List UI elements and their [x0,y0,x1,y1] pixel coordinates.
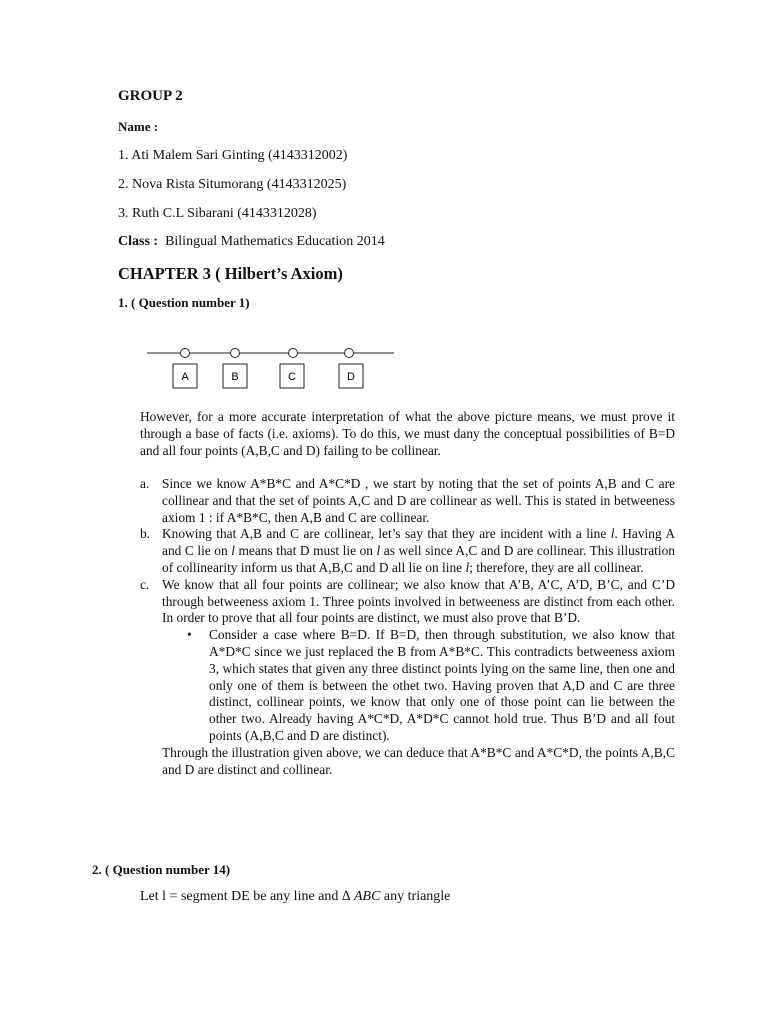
label-a: A [181,371,189,383]
list-item-text: ; therefore, they are all collinear. [469,559,644,575]
question-1-heading: 1. ( Question number 1) [118,295,250,310]
question-2-text [140,889,450,905]
label-c: C [288,371,296,383]
line-variable: l [610,526,615,542]
name-label: Name : [118,119,159,134]
q2-text: Let l = segment DE be any line and ∆ [140,889,354,904]
line-variable: l [231,543,235,559]
member-1: 1. Ati Malem Sari Ginting (4143312002) [118,148,348,163]
list-item-text: Since we know A*B*C and A*C*D , we start by noting that the set of points A,B and C are collinear and that the set of points A,C and D are collinear as well. This is stated in betweeness axiom 1 : if A*B*C, then A,B and C are collinear. [162,476,675,525]
point-a [181,349,190,358]
list-item-text: Knowing that A,B and C are collinear, let’s say that they are incident with a line [162,526,611,542]
bullet-item [187,627,675,745]
point-c [289,349,298,358]
list-item-text: . Having A and C lie on [162,526,675,559]
conclusion-paragraph: Through the illustration given above, we can deduce that A*B*C and A*C*D, the points A,B,C and D are distinct and collinear. [162,744,675,777]
list-item-c [140,577,675,627]
class-line [118,234,385,250]
question-2-heading: 2. ( Question number 14) [92,862,231,877]
point-d [345,349,354,358]
list-marker: c. [140,576,150,592]
collinear-points-diagram [140,340,400,395]
label-d: D [347,371,355,383]
bullet-text: Consider a case where B=D. If B=D, then through substitution, we also know that A*D*C since we just replaced the B from A*B*C. This contradicts betweeness axiom 3, which states that given any three distinct points lying on the same line, then one and only one of them is between the othet two. Having proven that A,D and C are three distinct, collinear points, we know that only one of those point can lie between the other two. Already having A*C*D, A*D*C cannot hold true. Thus B’D and all fout points (A,B,C and D are distinct). [209,627,675,743]
member-2: 2. Nova Rista Situmorang (4143312025) [118,177,347,192]
class-value: Bilingual Mathematics Education 2014 [165,234,385,249]
list-item-b [140,526,675,576]
line-variable: l [376,543,381,559]
list-item-text: as well since A,C and D are collinear. This illustration of collinearity inform us that A,B,C and D all lie on line [162,543,676,575]
intro-paragraph: However, for a more accurate interpretation of what the above picture means, we must prove it through a base of facts (i.e. axioms). To do this, we must dany the conceptual possibilities of B=D and all four points (A,B,C and D) failing to be collinear. [140,409,675,458]
label-b: B [231,371,239,383]
q2-text: any triangle [380,889,451,904]
chapter-title: CHAPTER 3 ( Hilbert’s Axiom) [118,264,343,283]
list-item-text: We know that all four points are collinear; we also know that A’B, A’C, A’D, B’C, and C’D through betweeness axiom 1. Three points involved in betweeness are distinct from each other. In order to prove that all four points are distinct, we must also prove that B’D. [162,576,675,626]
list-item-a [140,476,675,526]
line-variable: l [465,559,470,575]
list-marker: b. [140,526,151,542]
group-title: GROUP 2 [118,88,183,104]
list-marker: a. [140,476,150,491]
member-3: 3. Ruth C.L Sibarani (4143312028) [118,206,317,221]
list-item-text: means that D must lie on [234,543,377,559]
bullet-icon: • [187,627,192,643]
proof-list [140,476,675,778]
class-label: Class : [118,234,159,249]
triangle-variable: ABC [353,889,381,904]
point-b [231,349,240,358]
